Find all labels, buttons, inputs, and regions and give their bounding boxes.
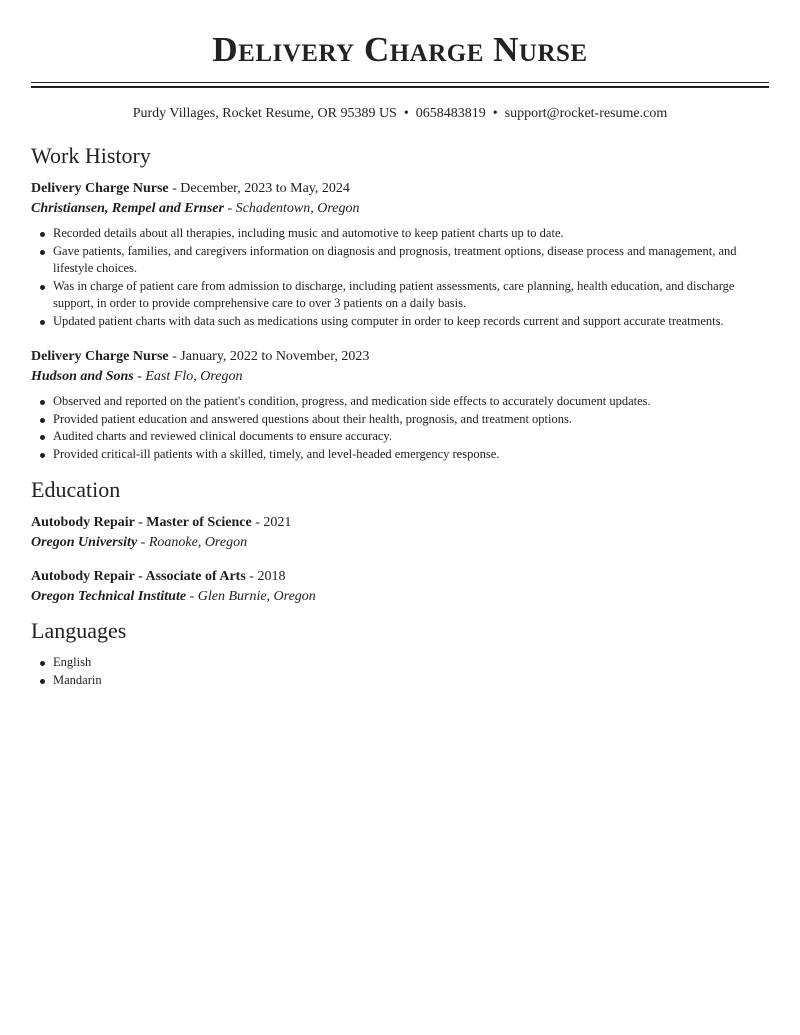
list-item: Recorded details about all therapies, including music and automotive to keep patient charts up to date. [53,225,769,243]
section-title-languages: Languages [31,618,127,643]
job-duties-list [31,393,769,463]
list-item: English [53,654,769,672]
job-location: - East Flo, Oregon [133,369,243,384]
list-item: Provided critical-ill patients with a skilled, timely, and level-headed emergency response. [53,446,769,464]
list-item: Provided patient education and answered questions about their health, prognosis, and treatment options. [53,411,769,429]
education-school: Oregon University [31,535,138,550]
section-title-work-history: Work History [31,143,151,168]
contact-email: support@rocket-resume.com [504,106,668,121]
list-item: Updated patient charts with data such as medications using computer in order to keep records current and support accurate treatments. [53,313,769,331]
education-degree-line [31,513,291,533]
contact-separator: • [492,106,498,121]
job-role: Delivery Charge Nurse [31,181,169,196]
education-school-line [31,533,247,553]
list-item: Gave patients, families, and caregivers information on diagnosis and prognosis, treatment options, disease process and management, and lifestyle choices. [53,243,769,278]
list-item: Audited charts and reviewed clinical documents to ensure accuracy. [53,428,769,446]
education-location: - Glen Burnie, Oregon [186,589,316,604]
contact-separator: • [403,106,409,121]
education-school-line [31,587,316,607]
job-role: Delivery Charge Nurse [31,349,169,364]
job-title-line [31,347,369,367]
list-item: Observed and reported on the patient's condition, progress, and medication side effects to accurately document updates. [53,393,769,411]
job-location: - Schadentown, Oregon [223,201,360,216]
job-title-line [31,179,350,199]
education-location: - Roanoke, Oregon [137,535,248,550]
job-company: Hudson and Sons [31,369,134,384]
job-duties-list [31,225,769,330]
education-school: Oregon Technical Institute [31,589,187,604]
job-company: Christiansen, Rempel and Ernser [31,201,224,216]
languages-list [31,654,769,689]
contact-line [31,104,769,124]
list-item: Mandarin [53,672,769,690]
education-degree-line [31,567,285,587]
education-year: - 2018 [245,569,286,584]
job-company-line [31,199,360,219]
education-degree: Autobody Repair - Associate of Arts [31,569,246,584]
contact-address: Purdy Villages, Rocket Resume, OR 95389 US [132,106,397,121]
list-item: Was in charge of patient care from admission to discharge, including patient assessments, care planning, health education, and discharge support, in order to provide comprehensive care to over 3 patients on a daily basis. [53,278,769,313]
section-title-education: Education [31,477,121,502]
header-divider-thin [31,82,769,83]
education-year: - 2021 [251,515,292,530]
header-divider-thick [31,86,769,88]
job-dates: - December, 2023 to May, 2024 [168,181,350,196]
contact-phone: 0658483819 [415,106,486,121]
job-company-line [31,367,242,387]
candidate-name: Delivery Charge Nurse [212,30,588,69]
job-dates: - January, 2022 to November, 2023 [168,349,370,364]
education-degree: Autobody Repair - Master of Science [31,515,252,530]
